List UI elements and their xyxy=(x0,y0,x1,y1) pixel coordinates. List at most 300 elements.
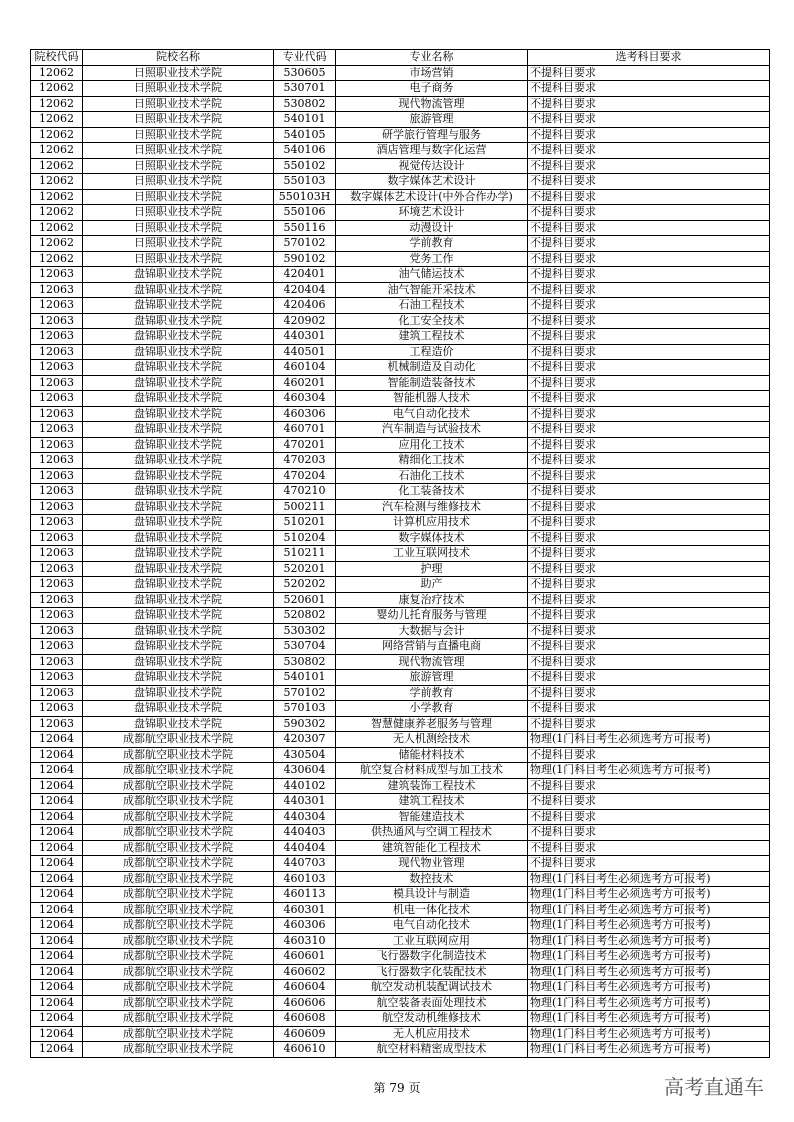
requirement-cell: 不提科目要求 xyxy=(528,143,770,159)
table-row xyxy=(31,360,770,376)
table-row xyxy=(31,236,770,252)
major-code-cell: 430604 xyxy=(274,763,336,779)
requirement-cell: 不提科目要求 xyxy=(528,747,770,763)
major-code-cell: 570102 xyxy=(274,685,336,701)
admission-requirements-table xyxy=(30,49,770,1058)
major-code-cell: 590302 xyxy=(274,716,336,732)
school-code-cell: 12062 xyxy=(31,127,83,143)
school-name-cell: 盘锦职业技术学院 xyxy=(83,329,274,345)
major-name-cell: 油气智能开采技术 xyxy=(336,282,528,298)
school-code-cell: 12063 xyxy=(31,654,83,670)
major-code-cell: 470210 xyxy=(274,484,336,500)
major-name-cell: 研学旅行管理与服务 xyxy=(336,127,528,143)
table-row xyxy=(31,856,770,872)
requirement-cell: 不提科目要求 xyxy=(528,174,770,190)
header-major-name: 专业名称 xyxy=(336,50,528,66)
school-code-cell: 12062 xyxy=(31,81,83,97)
major-name-cell: 机电一体化技术 xyxy=(336,902,528,918)
table-row xyxy=(31,546,770,562)
table-row xyxy=(31,329,770,345)
school-code-cell: 12062 xyxy=(31,65,83,81)
requirement-cell: 物理(1门科目考生必须选考方可报考) xyxy=(528,887,770,903)
header-subject-requirement: 选考科目要求 xyxy=(528,50,770,66)
major-name-cell: 飞行器数字化制造技术 xyxy=(336,949,528,965)
school-name-cell: 盘锦职业技术学院 xyxy=(83,360,274,376)
table-row xyxy=(31,499,770,515)
school-code-cell: 12064 xyxy=(31,809,83,825)
requirement-cell: 不提科目要求 xyxy=(528,794,770,810)
major-name-cell: 建筑工程技术 xyxy=(336,329,528,345)
major-name-cell: 网络营销与直播电商 xyxy=(336,639,528,655)
table-row xyxy=(31,205,770,221)
school-name-cell: 成都航空职业技术学院 xyxy=(83,887,274,903)
table-row xyxy=(31,716,770,732)
school-code-cell: 12063 xyxy=(31,406,83,422)
school-code-cell: 12062 xyxy=(31,96,83,112)
major-name-cell: 党务工作 xyxy=(336,251,528,267)
major-code-cell: 540101 xyxy=(274,670,336,686)
school-code-cell: 12063 xyxy=(31,515,83,531)
school-code-cell: 12063 xyxy=(31,716,83,732)
school-name-cell: 盘锦职业技术学院 xyxy=(83,391,274,407)
major-name-cell: 建筑工程技术 xyxy=(336,794,528,810)
requirement-cell: 物理(1门科目考生必须选考方可报考) xyxy=(528,918,770,934)
major-code-cell: 420406 xyxy=(274,298,336,314)
table-row xyxy=(31,654,770,670)
major-code-cell: 550106 xyxy=(274,205,336,221)
major-name-cell: 学前教育 xyxy=(336,685,528,701)
school-code-cell: 12063 xyxy=(31,453,83,469)
major-name-cell: 智慧健康养老服务与管理 xyxy=(336,716,528,732)
major-name-cell: 市场营销 xyxy=(336,65,528,81)
school-code-cell: 12062 xyxy=(31,236,83,252)
school-code-cell: 12064 xyxy=(31,980,83,996)
school-name-cell: 盘锦职业技术学院 xyxy=(83,422,274,438)
major-name-cell: 油气储运技术 xyxy=(336,267,528,283)
table-row xyxy=(31,639,770,655)
requirement-cell: 不提科目要求 xyxy=(528,267,770,283)
school-code-cell: 12063 xyxy=(31,422,83,438)
table-row xyxy=(31,375,770,391)
school-name-cell: 盘锦职业技术学院 xyxy=(83,484,274,500)
table-row xyxy=(31,949,770,965)
requirement-cell: 物理(1门科目考生必须选考方可报考) xyxy=(528,871,770,887)
requirement-cell: 不提科目要求 xyxy=(528,654,770,670)
school-code-cell: 12064 xyxy=(31,840,83,856)
school-name-cell: 日照职业技术学院 xyxy=(83,174,274,190)
major-name-cell: 旅游管理 xyxy=(336,112,528,128)
school-code-cell: 12064 xyxy=(31,995,83,1011)
major-name-cell: 婴幼儿托育服务与管理 xyxy=(336,608,528,624)
table-row xyxy=(31,980,770,996)
major-code-cell: 420401 xyxy=(274,267,336,283)
school-name-cell: 盘锦职业技术学院 xyxy=(83,546,274,562)
major-name-cell: 小学教育 xyxy=(336,701,528,717)
school-code-cell: 12063 xyxy=(31,546,83,562)
major-code-cell: 460201 xyxy=(274,375,336,391)
requirement-cell: 不提科目要求 xyxy=(528,825,770,841)
requirement-cell: 物理(1门科目考生必须选考方可报考) xyxy=(528,1042,770,1058)
requirement-cell: 不提科目要求 xyxy=(528,840,770,856)
school-name-cell: 成都航空职业技术学院 xyxy=(83,1026,274,1042)
table-row xyxy=(31,81,770,97)
requirement-cell: 物理(1门科目考生必须选考方可报考) xyxy=(528,732,770,748)
table-row xyxy=(31,794,770,810)
school-code-cell: 12063 xyxy=(31,313,83,329)
major-name-cell: 数字媒体艺术设计 xyxy=(336,174,528,190)
table-row xyxy=(31,484,770,500)
requirement-cell: 不提科目要求 xyxy=(528,592,770,608)
school-code-cell: 12064 xyxy=(31,1026,83,1042)
major-code-cell: 460608 xyxy=(274,1011,336,1027)
school-name-cell: 盘锦职业技术学院 xyxy=(83,267,274,283)
major-code-cell: 590102 xyxy=(274,251,336,267)
requirement-cell: 物理(1门科目考生必须选考方可报考) xyxy=(528,763,770,779)
school-name-cell: 日照职业技术学院 xyxy=(83,81,274,97)
requirement-cell: 不提科目要求 xyxy=(528,360,770,376)
requirement-cell: 不提科目要求 xyxy=(528,298,770,314)
major-code-cell: 440404 xyxy=(274,840,336,856)
major-code-cell: 570103 xyxy=(274,701,336,717)
table-header-row xyxy=(31,50,770,66)
major-code-cell: 440703 xyxy=(274,856,336,872)
school-code-cell: 12063 xyxy=(31,329,83,345)
major-code-cell: 460306 xyxy=(274,918,336,934)
school-name-cell: 盘锦职业技术学院 xyxy=(83,468,274,484)
table-row xyxy=(31,902,770,918)
school-name-cell: 盘锦职业技术学院 xyxy=(83,406,274,422)
school-code-cell: 12062 xyxy=(31,220,83,236)
table-row xyxy=(31,964,770,980)
major-name-cell: 机械制造及自动化 xyxy=(336,360,528,376)
requirement-cell: 不提科目要求 xyxy=(528,701,770,717)
school-code-cell: 12064 xyxy=(31,778,83,794)
requirement-cell: 不提科目要求 xyxy=(528,127,770,143)
requirement-cell: 物理(1门科目考生必须选考方可报考) xyxy=(528,949,770,965)
school-code-cell: 12064 xyxy=(31,933,83,949)
school-code-cell: 12064 xyxy=(31,887,83,903)
requirement-cell: 不提科目要求 xyxy=(528,251,770,267)
school-code-cell: 12064 xyxy=(31,949,83,965)
requirement-cell: 物理(1门科目考生必须选考方可报考) xyxy=(528,980,770,996)
brand-watermark: 高考直通车 xyxy=(664,1075,764,1099)
requirement-cell: 不提科目要求 xyxy=(528,670,770,686)
requirement-cell: 物理(1门科目考生必须选考方可报考) xyxy=(528,995,770,1011)
requirement-cell: 物理(1门科目考生必须选考方可报考) xyxy=(528,1026,770,1042)
school-code-cell: 12063 xyxy=(31,437,83,453)
major-code-cell: 460113 xyxy=(274,887,336,903)
major-name-cell: 电子商务 xyxy=(336,81,528,97)
requirement-cell: 不提科目要求 xyxy=(528,577,770,593)
requirement-cell: 物理(1门科目考生必须选考方可报考) xyxy=(528,1011,770,1027)
requirement-cell: 不提科目要求 xyxy=(528,561,770,577)
school-name-cell: 日照职业技术学院 xyxy=(83,112,274,128)
header-school-name: 院校名称 xyxy=(83,50,274,66)
table-row xyxy=(31,313,770,329)
requirement-cell: 物理(1门科目考生必须选考方可报考) xyxy=(528,902,770,918)
school-code-cell: 12062 xyxy=(31,112,83,128)
school-code-cell: 12064 xyxy=(31,732,83,748)
school-code-cell: 12063 xyxy=(31,267,83,283)
major-name-cell: 学前教育 xyxy=(336,236,528,252)
major-name-cell: 供热通风与空调工程技术 xyxy=(336,825,528,841)
requirement-cell: 不提科目要求 xyxy=(528,685,770,701)
school-code-cell: 12063 xyxy=(31,391,83,407)
requirement-cell: 不提科目要求 xyxy=(528,158,770,174)
requirement-cell: 物理(1门科目考生必须选考方可报考) xyxy=(528,933,770,949)
major-code-cell: 440301 xyxy=(274,794,336,810)
school-code-cell: 12063 xyxy=(31,530,83,546)
table-row xyxy=(31,701,770,717)
requirement-cell: 不提科目要求 xyxy=(528,778,770,794)
school-name-cell: 盘锦职业技术学院 xyxy=(83,654,274,670)
requirement-cell: 不提科目要求 xyxy=(528,856,770,872)
school-name-cell: 盘锦职业技术学院 xyxy=(83,716,274,732)
table-row xyxy=(31,127,770,143)
header-major-code: 专业代码 xyxy=(274,50,336,66)
table-row xyxy=(31,406,770,422)
table-row xyxy=(31,530,770,546)
major-code-cell: 460601 xyxy=(274,949,336,965)
school-name-cell: 日照职业技术学院 xyxy=(83,251,274,267)
major-name-cell: 计算机应用技术 xyxy=(336,515,528,531)
school-name-cell: 成都航空职业技术学院 xyxy=(83,933,274,949)
school-name-cell: 日照职业技术学院 xyxy=(83,236,274,252)
table-row xyxy=(31,778,770,794)
requirement-cell: 不提科目要求 xyxy=(528,406,770,422)
school-code-cell: 12063 xyxy=(31,577,83,593)
major-name-cell: 酒店管理与数字化运营 xyxy=(336,143,528,159)
requirement-cell: 不提科目要求 xyxy=(528,608,770,624)
major-name-cell: 模具设计与制造 xyxy=(336,887,528,903)
requirement-cell: 不提科目要求 xyxy=(528,437,770,453)
requirement-cell: 不提科目要求 xyxy=(528,375,770,391)
requirement-cell: 不提科目要求 xyxy=(528,484,770,500)
major-code-cell: 470203 xyxy=(274,453,336,469)
major-name-cell: 汽车检测与维修技术 xyxy=(336,499,528,515)
table-row xyxy=(31,840,770,856)
table-row xyxy=(31,592,770,608)
school-code-cell: 12064 xyxy=(31,918,83,934)
school-name-cell: 盘锦职业技术学院 xyxy=(83,298,274,314)
table-row xyxy=(31,267,770,283)
major-code-cell: 460604 xyxy=(274,980,336,996)
school-name-cell: 成都航空职业技术学院 xyxy=(83,1042,274,1058)
school-name-cell: 成都航空职业技术学院 xyxy=(83,949,274,965)
table-row xyxy=(31,995,770,1011)
major-code-cell: 530704 xyxy=(274,639,336,655)
requirement-cell: 不提科目要求 xyxy=(528,422,770,438)
school-name-cell: 盘锦职业技术学院 xyxy=(83,313,274,329)
table-body xyxy=(31,65,770,1057)
requirement-cell: 不提科目要求 xyxy=(528,96,770,112)
table-row xyxy=(31,422,770,438)
table-row xyxy=(31,608,770,624)
table-row xyxy=(31,391,770,407)
major-name-cell: 护理 xyxy=(336,561,528,577)
table-row xyxy=(31,871,770,887)
requirement-cell: 不提科目要求 xyxy=(528,189,770,205)
major-name-cell: 工程造价 xyxy=(336,344,528,360)
major-code-cell: 520802 xyxy=(274,608,336,624)
table-row xyxy=(31,1026,770,1042)
major-code-cell: 440501 xyxy=(274,344,336,360)
major-code-cell: 470201 xyxy=(274,437,336,453)
major-code-cell: 550102 xyxy=(274,158,336,174)
school-code-cell: 12064 xyxy=(31,1011,83,1027)
requirement-cell: 不提科目要求 xyxy=(528,220,770,236)
major-name-cell: 助产 xyxy=(336,577,528,593)
major-code-cell: 460304 xyxy=(274,391,336,407)
major-code-cell: 510211 xyxy=(274,546,336,562)
school-name-cell: 成都航空职业技术学院 xyxy=(83,856,274,872)
major-code-cell: 460301 xyxy=(274,902,336,918)
major-name-cell: 汽车制造与试验技术 xyxy=(336,422,528,438)
major-name-cell: 航空发动机装配调试技术 xyxy=(336,980,528,996)
major-name-cell: 旅游管理 xyxy=(336,670,528,686)
major-name-cell: 康复治疗技术 xyxy=(336,592,528,608)
major-name-cell: 电气自动化技术 xyxy=(336,406,528,422)
major-name-cell: 电气自动化技术 xyxy=(336,918,528,934)
major-code-cell: 570102 xyxy=(274,236,336,252)
requirement-cell: 不提科目要求 xyxy=(528,391,770,407)
school-code-cell: 12063 xyxy=(31,282,83,298)
major-code-cell: 530802 xyxy=(274,96,336,112)
school-code-cell: 12063 xyxy=(31,670,83,686)
requirement-cell: 不提科目要求 xyxy=(528,623,770,639)
major-code-cell: 520601 xyxy=(274,592,336,608)
major-code-cell: 520202 xyxy=(274,577,336,593)
school-name-cell: 日照职业技术学院 xyxy=(83,158,274,174)
major-code-cell: 440403 xyxy=(274,825,336,841)
major-name-cell: 现代物流管理 xyxy=(336,654,528,670)
table-row xyxy=(31,468,770,484)
major-name-cell: 智能机器人技术 xyxy=(336,391,528,407)
major-code-cell: 460103 xyxy=(274,871,336,887)
major-code-cell: 440301 xyxy=(274,329,336,345)
school-code-cell: 12063 xyxy=(31,561,83,577)
major-code-cell: 510201 xyxy=(274,515,336,531)
major-name-cell: 工业互联网技术 xyxy=(336,546,528,562)
school-code-cell: 12063 xyxy=(31,344,83,360)
school-name-cell: 成都航空职业技术学院 xyxy=(83,1011,274,1027)
table-row xyxy=(31,685,770,701)
school-code-cell: 12064 xyxy=(31,825,83,841)
school-name-cell: 日照职业技术学院 xyxy=(83,189,274,205)
table-row xyxy=(31,96,770,112)
major-name-cell: 建筑智能化工程技术 xyxy=(336,840,528,856)
major-name-cell: 应用化工技术 xyxy=(336,437,528,453)
major-name-cell: 石油工程技术 xyxy=(336,298,528,314)
school-name-cell: 盘锦职业技术学院 xyxy=(83,592,274,608)
major-name-cell: 航空发动机维修技术 xyxy=(336,1011,528,1027)
major-code-cell: 460610 xyxy=(274,1042,336,1058)
major-name-cell: 化工装备技术 xyxy=(336,484,528,500)
school-name-cell: 盘锦职业技术学院 xyxy=(83,437,274,453)
school-code-cell: 12062 xyxy=(31,205,83,221)
school-code-cell: 12063 xyxy=(31,499,83,515)
major-code-cell: 520201 xyxy=(274,561,336,577)
table-row xyxy=(31,887,770,903)
school-code-cell: 12064 xyxy=(31,871,83,887)
major-code-cell: 430504 xyxy=(274,747,336,763)
school-name-cell: 日照职业技术学院 xyxy=(83,65,274,81)
major-code-cell: 460310 xyxy=(274,933,336,949)
school-name-cell: 成都航空职业技术学院 xyxy=(83,825,274,841)
table-row xyxy=(31,561,770,577)
school-name-cell: 成都航空职业技术学院 xyxy=(83,980,274,996)
major-code-cell: 440102 xyxy=(274,778,336,794)
major-name-cell: 航空材料精密成型技术 xyxy=(336,1042,528,1058)
school-code-cell: 12064 xyxy=(31,794,83,810)
major-name-cell: 现代物业管理 xyxy=(336,856,528,872)
school-name-cell: 盘锦职业技术学院 xyxy=(83,577,274,593)
table-row xyxy=(31,344,770,360)
table-row xyxy=(31,933,770,949)
table-row xyxy=(31,918,770,934)
table-row xyxy=(31,251,770,267)
table-row xyxy=(31,732,770,748)
school-name-cell: 成都航空职业技术学院 xyxy=(83,778,274,794)
table-row xyxy=(31,158,770,174)
requirement-cell: 不提科目要求 xyxy=(528,329,770,345)
school-code-cell: 12063 xyxy=(31,375,83,391)
major-code-cell: 470204 xyxy=(274,468,336,484)
requirement-cell: 不提科目要求 xyxy=(528,236,770,252)
requirement-cell: 不提科目要求 xyxy=(528,81,770,97)
major-name-cell: 航空复合材料成型与加工技术 xyxy=(336,763,528,779)
major-name-cell: 无人机应用技术 xyxy=(336,1026,528,1042)
major-name-cell: 现代物流管理 xyxy=(336,96,528,112)
major-code-cell: 460609 xyxy=(274,1026,336,1042)
major-name-cell: 动漫设计 xyxy=(336,220,528,236)
school-name-cell: 成都航空职业技术学院 xyxy=(83,763,274,779)
major-name-cell: 视觉传达设计 xyxy=(336,158,528,174)
school-code-cell: 12064 xyxy=(31,902,83,918)
school-name-cell: 成都航空职业技术学院 xyxy=(83,794,274,810)
school-name-cell: 盘锦职业技术学院 xyxy=(83,701,274,717)
table-row xyxy=(31,577,770,593)
school-code-cell: 12064 xyxy=(31,1042,83,1058)
table-row xyxy=(31,453,770,469)
school-name-cell: 成都航空职业技术学院 xyxy=(83,918,274,934)
table-row xyxy=(31,809,770,825)
major-name-cell: 数字媒体技术 xyxy=(336,530,528,546)
major-name-cell: 建筑装饰工程技术 xyxy=(336,778,528,794)
school-code-cell: 12064 xyxy=(31,747,83,763)
school-name-cell: 盘锦职业技术学院 xyxy=(83,608,274,624)
page-number: 第 79 页 xyxy=(373,1081,421,1095)
requirement-cell: 不提科目要求 xyxy=(528,716,770,732)
major-code-cell: 530605 xyxy=(274,65,336,81)
table-row xyxy=(31,298,770,314)
table-row xyxy=(31,143,770,159)
school-name-cell: 盘锦职业技术学院 xyxy=(83,499,274,515)
table-row xyxy=(31,747,770,763)
school-code-cell: 12063 xyxy=(31,623,83,639)
major-code-cell: 510204 xyxy=(274,530,336,546)
major-code-cell: 500211 xyxy=(274,499,336,515)
table-row xyxy=(31,220,770,236)
table-row xyxy=(31,1011,770,1027)
school-code-cell: 12062 xyxy=(31,143,83,159)
school-name-cell: 盘锦职业技术学院 xyxy=(83,453,274,469)
major-name-cell: 数控技术 xyxy=(336,871,528,887)
school-name-cell: 成都航空职业技术学院 xyxy=(83,840,274,856)
requirement-cell: 不提科目要求 xyxy=(528,530,770,546)
school-code-cell: 12063 xyxy=(31,484,83,500)
major-name-cell: 智能建造技术 xyxy=(336,809,528,825)
